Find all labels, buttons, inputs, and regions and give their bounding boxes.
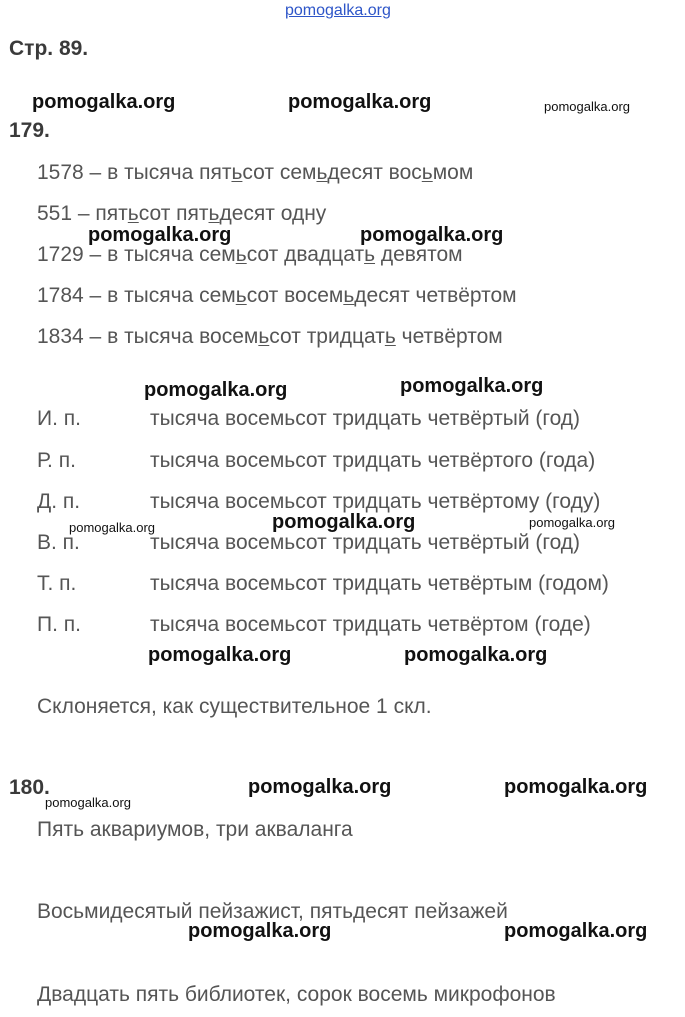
watermark: pomogalka.org <box>144 379 288 401</box>
watermark: pomogalka.org <box>360 224 504 246</box>
page-label: Стр. 89. <box>9 37 89 60</box>
case-label: Т. п. <box>37 572 77 595</box>
watermark: pomogalka.org <box>69 520 155 535</box>
answer-line: Пять аквариумов, три акваланга <box>37 818 353 841</box>
answer-line: Двадцать пять библиотек, сорок восемь микрофонов <box>37 983 556 1006</box>
watermark: pomogalka.org <box>400 375 544 397</box>
case-form: тысяча восемьсот тридцать четвёртому (году) <box>150 490 601 513</box>
case-form: тысяча восемьсот тридцать четвёртым (годом) <box>150 572 609 595</box>
watermark-top: pomogalka.org <box>285 2 391 19</box>
answer-line: Восьмидесятый пейзажист, пятьдесят пейзажей <box>37 900 508 923</box>
case-label: Д. п. <box>37 490 81 513</box>
conclusion-text: Склоняется, как существительное 1 скл. <box>37 695 432 718</box>
watermark: pomogalka.org <box>504 920 648 942</box>
case-form: тысяча восемьсот тридцать четвёртого (года) <box>150 449 596 472</box>
watermark: pomogalka.org <box>288 91 432 113</box>
task-179-number: 179. <box>9 119 50 142</box>
case-label: П. п. <box>37 613 81 636</box>
watermark: pomogalka.org <box>504 776 648 798</box>
number-line: 1578 – в тысяча пятьсот семьдесят восьмом <box>37 161 474 184</box>
watermark: pomogalka.org <box>529 515 615 530</box>
case-form: тысяча восемьсот тридцать четвёртый (год) <box>150 407 581 430</box>
watermark: pomogalka.org <box>248 776 392 798</box>
watermark: pomogalka.org <box>188 920 332 942</box>
watermark: pomogalka.org <box>272 511 416 533</box>
number-line: 1834 – в тысяча восемьсот тридцать четвёртом <box>37 325 503 348</box>
watermark: pomogalka.org <box>32 91 176 113</box>
case-form: тысяча восемьсот тридцать четвёртый (год) <box>150 531 581 554</box>
watermark: pomogalka.org <box>88 224 232 246</box>
task-180-number: 180. <box>9 776 50 799</box>
watermark: pomogalka.org <box>544 99 630 114</box>
watermark: pomogalka.org <box>148 644 292 666</box>
case-form: тысяча восемьсот тридцать четвёртом (годе) <box>150 613 591 636</box>
case-label: И. п. <box>37 407 81 430</box>
number-line: 551 – пятьсот пятьдесят одну <box>37 202 327 225</box>
case-label: В. п. <box>37 531 80 554</box>
number-line: 1784 – в тысяча семьсот восемьдесят четвёртом <box>37 284 517 307</box>
watermark: pomogalka.org <box>404 644 548 666</box>
case-label: Р. п. <box>37 449 76 472</box>
number-line: 1729 – в тысяча семьсот двадцать девятом <box>37 243 463 266</box>
watermark: pomogalka.org <box>45 795 131 810</box>
